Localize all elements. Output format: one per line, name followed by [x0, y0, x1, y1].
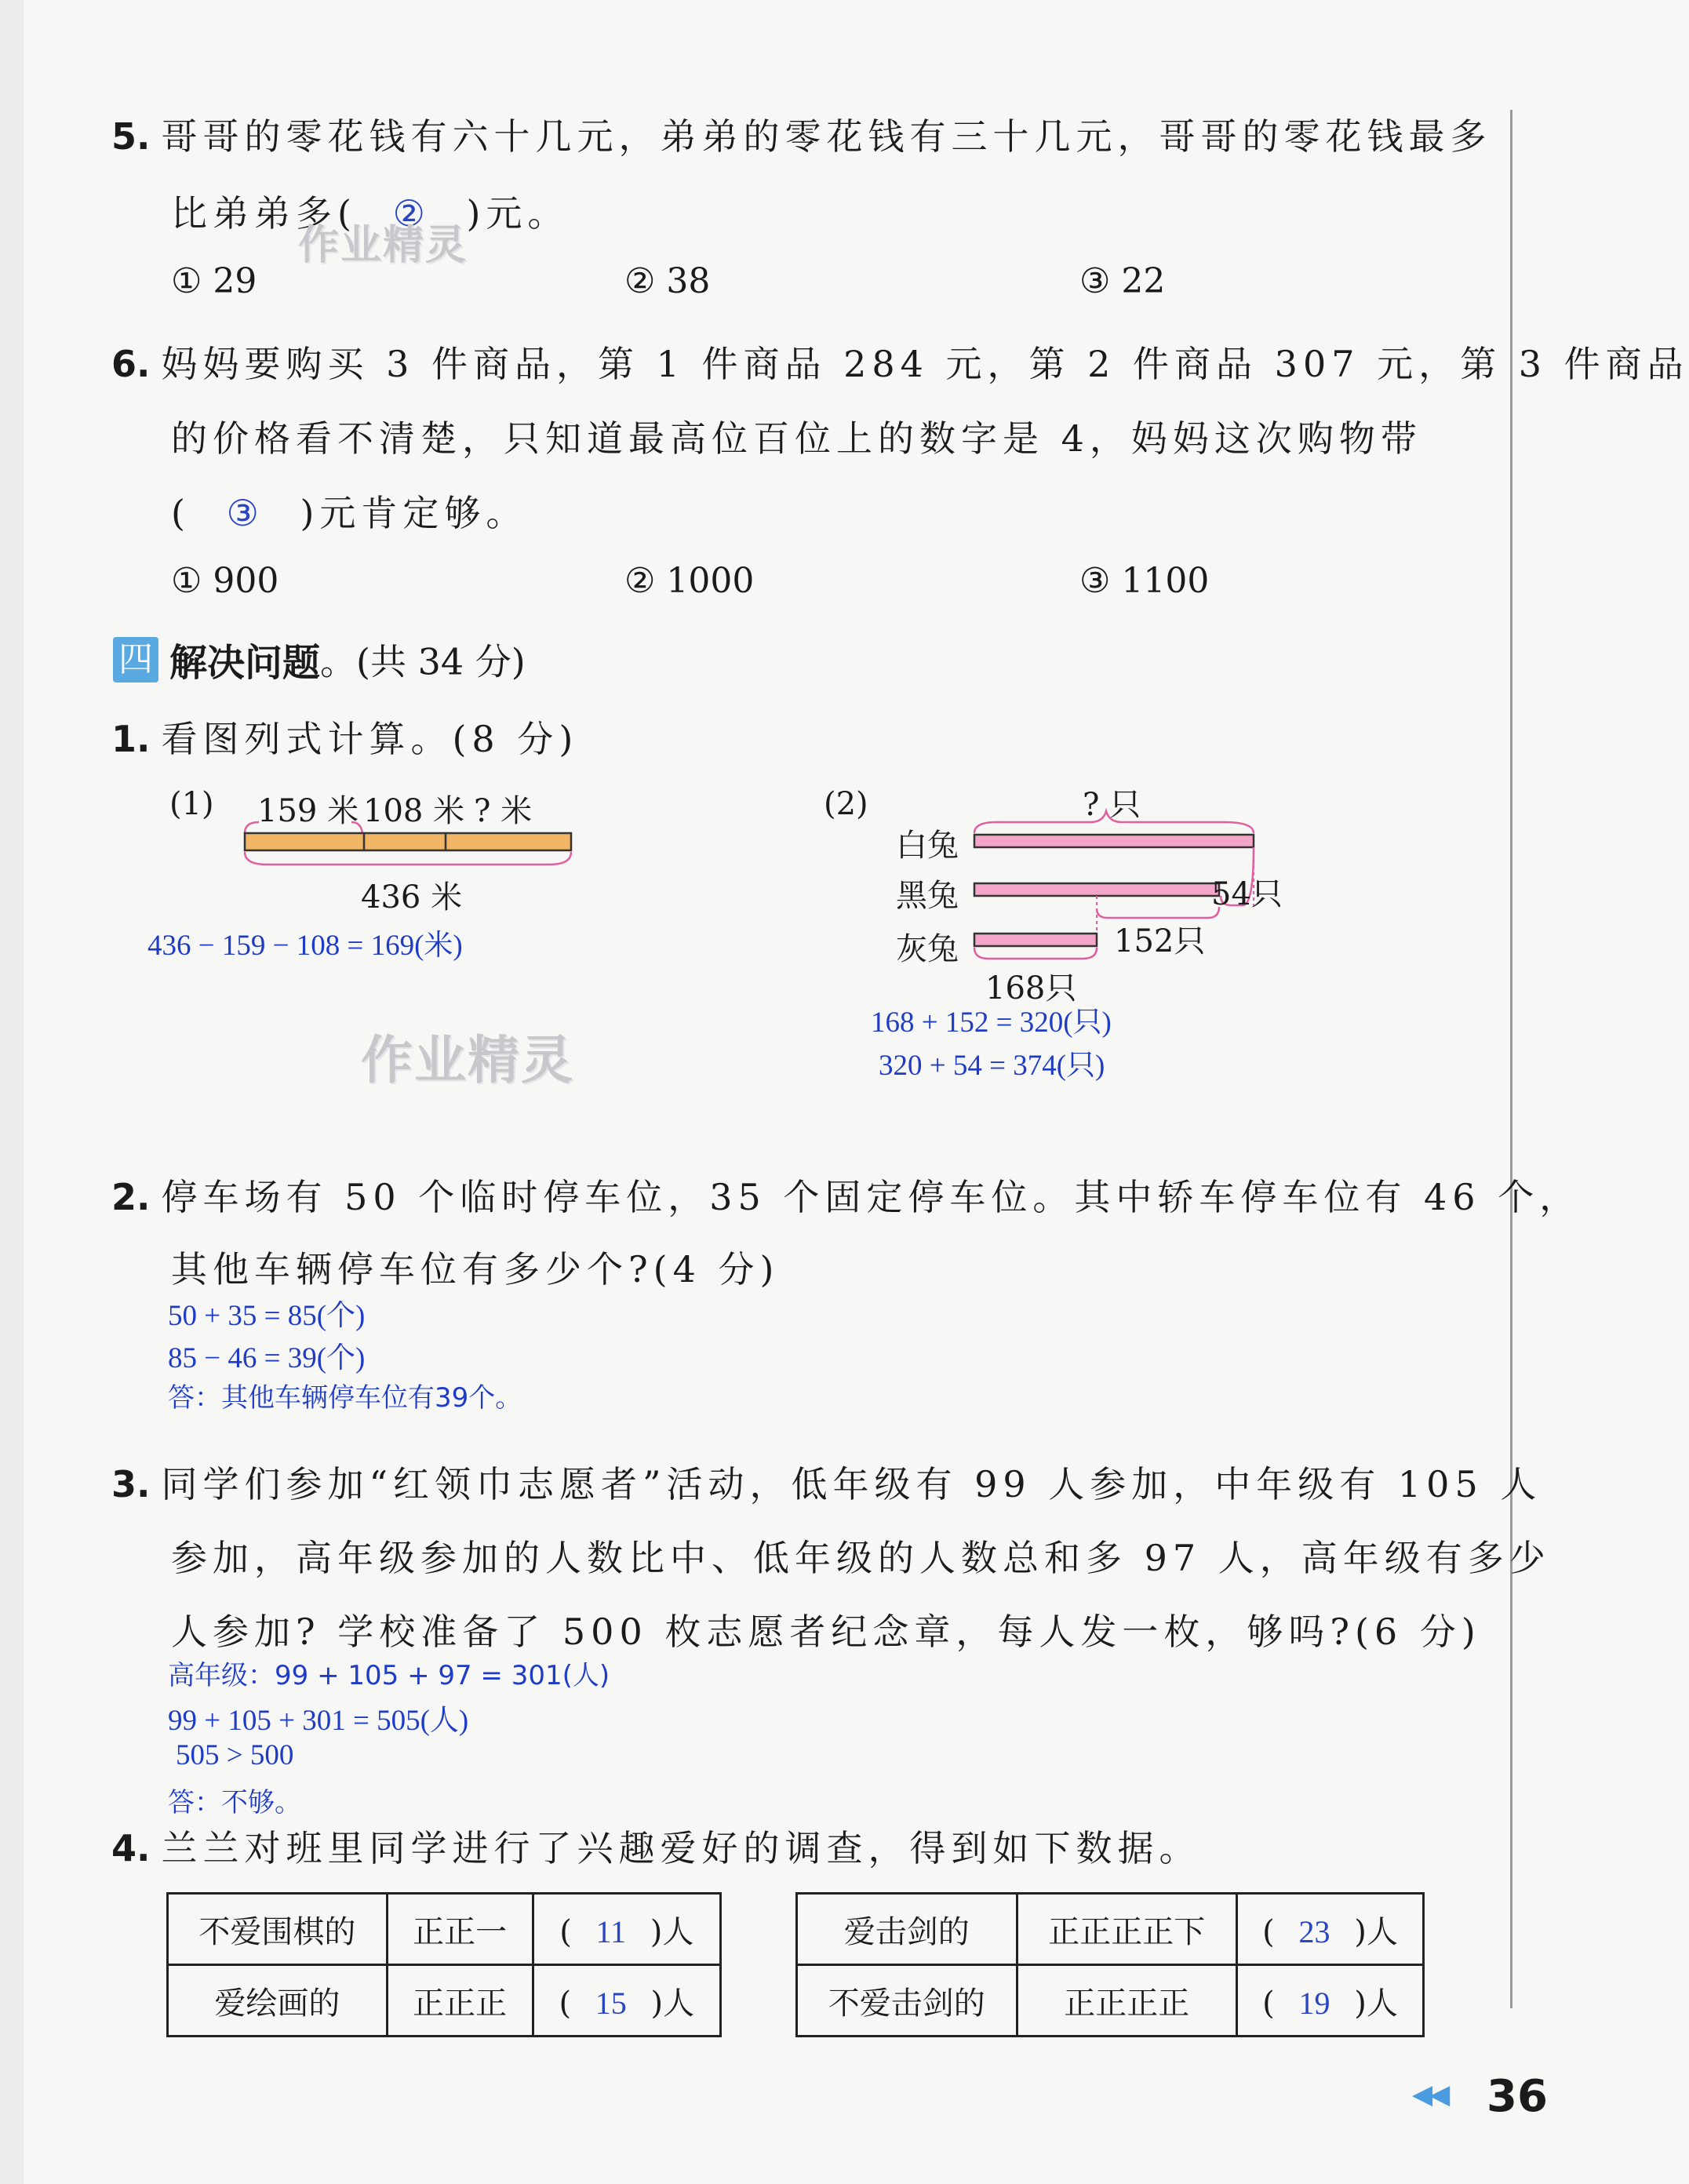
fig2-black-bar: [974, 883, 1219, 896]
table2-row1-tally: 正正正正下: [1017, 1894, 1237, 1965]
fig2-answer-2: 320 + 54 = 374(只): [879, 1050, 1105, 1082]
fig1-bar-diagram: [235, 816, 581, 879]
p4-text: 兰兰对班里同学进行了兴趣爱好的调查，得到如下数据。: [161, 1827, 1201, 1869]
p3-answer-3: 505 > 500: [176, 1739, 294, 1771]
table2-row1-count-cell: [1237, 1894, 1424, 1965]
p1-heading: [111, 711, 578, 763]
q6-text1: 妈妈要购买 3 件商品，第 1 件商品 284 元，第 2 件商品 307 元，第 3 件商品: [161, 343, 1689, 385]
fig2-brace-gray: [974, 948, 1097, 959]
q6-option-3: ③ 1100: [1079, 561, 1210, 601]
p3-answer-1: 高年级：99 + 105 + 97 = 301(人): [168, 1660, 610, 1691]
fig1-brace-top-1: [245, 822, 362, 833]
q5-option-3: ③ 22: [1079, 261, 1166, 301]
watermark-2: 作业精灵: [361, 1030, 574, 1090]
section-header: [113, 632, 526, 686]
fig2-gray-bar: [974, 934, 1097, 946]
q5-text1: 哥哥的零花钱有六十几元，弟弟的零花钱有三十几元，哥哥的零花钱最多: [161, 115, 1492, 158]
p2-text1: 停车场有 50 个临时停车位，35 个固定停车位。其中轿车停车位有 46 个，: [161, 1176, 1582, 1218]
fig1-answer: 436 − 159 − 108 = 169(米): [147, 930, 463, 962]
q6-answer: ③: [226, 492, 264, 534]
fig2-diff1-label: 54只: [1211, 876, 1283, 912]
fig2-white-bar: [974, 835, 1254, 847]
p3-answer-2: 99 + 105 + 301 = 505(人): [168, 1705, 469, 1737]
table2-row2-count-cell: [1237, 1965, 1424, 2037]
table2-row1-count: 23: [1298, 1913, 1330, 1949]
table1-row2-label: 爱绘画的: [168, 1965, 388, 2037]
fig1-seg3-label: ? 米: [474, 793, 533, 829]
fig1-brace-bottom: [245, 852, 571, 864]
q5-text2: 比弟弟多(: [171, 192, 357, 235]
paren-open: (: [559, 1985, 572, 2022]
page-number: 36: [1487, 2071, 1548, 2122]
p2-answer-1: 50 + 35 = 85(个): [168, 1300, 366, 1332]
fig2-label: (2): [824, 786, 868, 822]
table-row: [797, 1965, 1424, 2037]
table-row: [168, 1894, 721, 1965]
p3-text1: 同学们参加“红领巾志愿者”活动，低年级有 99 人参加，中年级有 105 人: [161, 1463, 1542, 1505]
table1-row1-count-cell: [533, 1894, 720, 1965]
tally-table-2: [795, 1892, 1425, 2037]
tally-table-1: [166, 1892, 722, 2037]
unit: )人: [1354, 1985, 1398, 2022]
p3-number: 3.: [111, 1463, 151, 1505]
p1-number: 1.: [111, 718, 151, 760]
q5-line1: [111, 108, 1491, 160]
table-row: [797, 1894, 1424, 1965]
q5-number: 5.: [111, 115, 151, 158]
table1-row1-tally: 正正一: [387, 1894, 533, 1965]
unit: )人: [650, 1913, 694, 1950]
p3-answer-4: 答：不够。: [168, 1787, 301, 1818]
section-score: 。(共 34 分): [320, 640, 526, 683]
fig2-black-label: 黑兔: [896, 878, 959, 914]
q6-option-2: ② 1000: [624, 561, 755, 601]
fig2-white-label: 白兔: [896, 828, 959, 864]
fig2-answer-1: 168 + 152 = 320(只): [871, 1006, 1112, 1039]
table2-row2-tally: 正正正正: [1017, 1965, 1237, 2037]
section-title: 解决问题: [169, 641, 321, 685]
fig1-bar: [245, 833, 571, 850]
watermark-1: 作业精灵: [298, 222, 468, 269]
section-badge: 四: [113, 637, 158, 682]
paren-open: (: [559, 1913, 572, 1950]
unit: )人: [650, 1985, 695, 2022]
fig2-brace-top: [974, 811, 1254, 833]
q6-line3: [171, 485, 527, 537]
p2-answer-2: 85 − 46 = 39(个): [168, 1342, 366, 1374]
table1-row1-count: 11: [595, 1913, 627, 1949]
table1-row2-count: 15: [595, 1985, 627, 2021]
table2-row2-label: 不爱击剑的: [797, 1965, 1017, 2037]
q5-text3: )元。: [466, 192, 570, 235]
q6-line2: 的价格看不清楚，只知道最高位百位上的数字是 4，妈妈这次购物带: [171, 417, 1422, 460]
p3-line3: 人参加? 学校准备了 500 枚志愿者纪念章，每人发一枚，够吗?(6 分): [171, 1611, 1481, 1653]
fig1-seg2-label: 108 米: [363, 793, 465, 829]
page-edge: [0, 0, 24, 2184]
p4-line1: [111, 1820, 1200, 1872]
p4-number: 4.: [111, 1827, 151, 1869]
q5-option-2: ② 38: [624, 261, 711, 301]
q5-answer: ②: [392, 192, 431, 235]
fig2-top-label: ? 只: [1083, 787, 1141, 823]
table2-row2-count: 19: [1298, 1985, 1330, 2021]
p1-text: 看图列式计算。(8 分): [161, 718, 579, 760]
right-margin-rule: [1510, 110, 1512, 2008]
fig2-diff2-label: 152只: [1114, 923, 1206, 959]
fig2-gray-count-label: 168只: [985, 970, 1077, 1006]
q6-line1: [111, 336, 1689, 388]
table2-row1-label: 爱击剑的: [797, 1894, 1017, 1965]
q6-number: 6.: [111, 343, 151, 385]
p2-answer-3: 答：其他车辆停车位有39个。: [168, 1382, 522, 1414]
p2-line2: 其他车辆停车位有多少个?(4 分): [171, 1248, 780, 1290]
table1-row2-count-cell: [533, 1965, 720, 2037]
fig2-gray-label: 灰兔: [896, 931, 959, 967]
p3-line1: [111, 1456, 1542, 1508]
q6-text3a: (: [171, 492, 191, 534]
table-row: [168, 1965, 721, 2037]
q6-option-1: ① 900: [171, 561, 279, 601]
table1-row1-label: 不爱围棋的: [168, 1894, 388, 1965]
q6-text3b: )元肯定够。: [300, 492, 528, 534]
p3-line2: 参加，高年级参加的人数比中、低年级的人数总和多 97 人，高年级有多少: [171, 1537, 1551, 1579]
paren-open: (: [1262, 1985, 1275, 2022]
page-arrows-icon: ◀◀: [1412, 2079, 1447, 2110]
paren-open: (: [1262, 1913, 1275, 1950]
fig1-seg1-label: 159 米: [257, 793, 359, 829]
p2-number: 2.: [111, 1176, 151, 1218]
fig1-total-label: 436 米: [361, 879, 463, 915]
p2-line1: [111, 1169, 1581, 1221]
unit: )人: [1354, 1913, 1398, 1950]
table1-row2-tally: 正正正: [387, 1965, 533, 2037]
fig1-label: (1): [169, 786, 214, 822]
q5-option-1: ① 29: [171, 261, 257, 301]
